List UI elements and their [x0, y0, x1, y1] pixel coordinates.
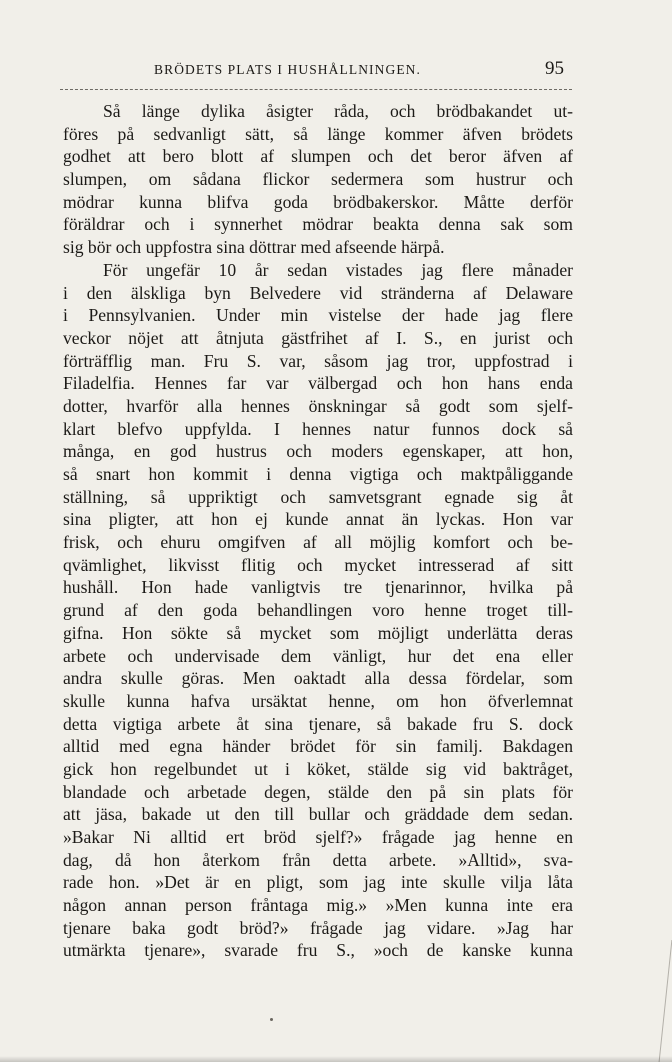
text-line: så snart hon kommit i denna vigtiga och maktpåliggande — [63, 464, 573, 484]
text-line: Så länge dylika åsigter råda, och brödbakandet ut- — [103, 101, 573, 121]
text-line: någon annan person fråntaga mig.» »Men kunna inte era — [63, 895, 573, 916]
text-line: För ungefär 10 år sedan vistades jag flere månader — [103, 259, 573, 280]
text-line: i Pennsylvanien. Under min vistelse der hade jag flere — [63, 305, 573, 326]
text-line: alltid med egna händer brödet för sin familj. Bakdagen — [63, 736, 573, 757]
text-line: sig bör och uppfostra sina döttrar med afseende härpå. — [63, 237, 445, 258]
text-line: skulle kunna hafva ursäktat henne, om hon öfverlemnat — [63, 690, 573, 711]
text-line: veckor nöjet att åtnjuta gästfrihet af I. S., en jurist och — [63, 327, 573, 348]
ink-speck — [270, 1018, 273, 1021]
text-line: dag, då hon återkom från detta arbete. »Alltid», sva- — [63, 849, 573, 870]
body-text — [63, 100, 573, 962]
text-line: rade hon. »Det är en pligt, som jag inte skulle vilja låta — [63, 872, 573, 893]
running-head: BRÖDETS PLATS I HUSHÅLLNINGEN. — [154, 62, 422, 77]
page-number: 95 — [545, 58, 564, 79]
text-line: föres på sedvanligt sätt, så länge kommer äfven brödets — [63, 123, 573, 144]
text-line: gifna. Hon sökte så mycket som möjligt underlätta deras — [63, 622, 573, 643]
text-line: ställning, så uppriktigt och samvetsgrant egnade sig åt — [63, 486, 573, 507]
text-line: tjenare baka godt bröd?» frågade jag vidare. »Jag har — [63, 917, 573, 938]
page-edge-mark — [659, 940, 672, 1062]
text-line: att jäsa, bakade ut den till bullar och gräddade dem sedan. — [63, 804, 573, 825]
text-line: utmärkta tjenare», svarade fru S., »och de kanske kunna — [63, 940, 573, 961]
text-line: många, en god hustrus och moders egenskaper, att hon, — [63, 441, 573, 462]
text-line: föräldrar och i synnerhet mödrar beakta denna sak som — [63, 214, 573, 235]
text-line: »Bakar Ni alltid ert bröd sjelf?» frågade jag henne en — [63, 827, 573, 847]
text-line: detta vigtiga arbete åt sina tjenare, så bakade fru S. dock — [63, 713, 573, 734]
text-line: förträfflig man. Fru S. var, såsom jag tror, uppfostrad i — [63, 350, 573, 371]
text-line: frisk, och ehuru omgifven af all möjlig komfort och be- — [63, 532, 573, 553]
text-line: klart blefvo uppfylda. I hennes natur funnos dock så — [63, 418, 573, 439]
text-line: Filadelfia. Hennes far var välbergad och hon hans enda — [63, 373, 573, 394]
text-line: qvämlighet, likvisst flitig och mycket intresserad af sitt — [63, 554, 573, 575]
text-line: arbete och undervisade dem vänligt, hur det ena eller — [63, 645, 573, 666]
text-line: andra skulle göras. Men oaktadt alla dessa fördelar, som — [63, 668, 573, 689]
page-header — [62, 58, 572, 84]
text-line: slumpen, om sådana flickor sedermera som hustrur och — [63, 169, 573, 190]
text-line: blandade och arbetade degen, stälde den på sin plats för — [63, 781, 573, 802]
text-line: dotter, hvarför alla hennes önskningar så godt som sjelf- — [63, 395, 573, 416]
text-line: mödrar kunna blifva goda brödbakerskor. Måtte derför — [63, 191, 573, 212]
text-line: godhet att bero blott af slumpen och det beror äfven af — [63, 146, 573, 167]
text-line: gick hon regelbundet ut i köket, stälde sig vid baktråget, — [63, 758, 573, 779]
text-line: sina pligter, att hon ej kunde annat än lyckas. Hon var — [63, 509, 573, 530]
text-line: hushåll. Hon hade vanligtvis tre tjenarinnor, hvilka på — [63, 577, 573, 598]
text-line: grund af den goda behandlingen voro henne troget till- — [63, 600, 573, 621]
page-bottom-shadow — [0, 1056, 672, 1062]
header-rule — [60, 89, 572, 90]
text-line: i den älskliga byn Belvedere vid stränderna af Delaware — [63, 282, 573, 303]
